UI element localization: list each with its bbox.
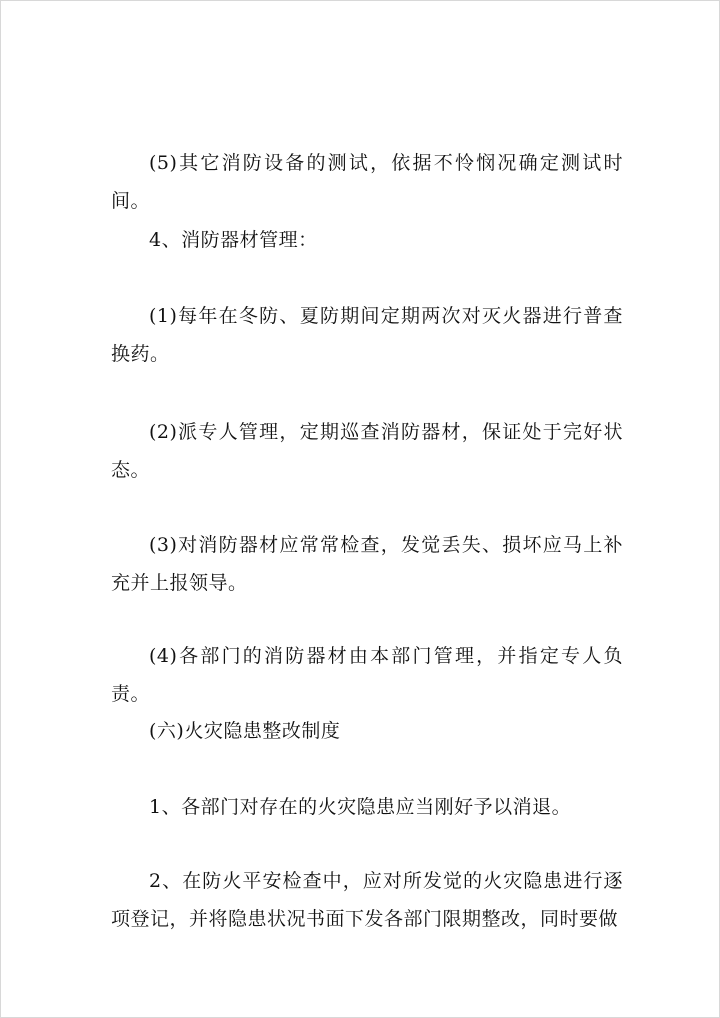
- paragraph-dedicated-management: (2)派专人管理，定期巡查消防器材，保证处于完好状态。: [111, 421, 623, 481]
- paragraph-hazard-registration: 2、在防火平安检查中，应对所发觉的火灾隐患进行逐项登记，并将隐患状况书面下发各部门限期整改，同时要做: [111, 870, 623, 930]
- paragraph-fire-equipment-testing: (5)其它消防设备的测试，依据不怜悯况确定测试时间。: [111, 152, 623, 212]
- heading-fire-equipment-management: 4、消防器材管理：: [149, 229, 318, 251]
- paragraph-regular-checks: (3)对消防器材应常常检查，发觉丢失、损坏应马上补充并上报领导。: [111, 534, 623, 594]
- paragraph-department-responsibility: (4)各部门的消防器材由本部门管理，并指定专人负责。: [111, 645, 623, 705]
- paragraph-extinguisher-inspection: (1)每年在冬防、夏防期间定期两次对灭火器进行普查换药。: [111, 305, 623, 365]
- paragraph-hazard-elimination: 1、各部门对存在的火灾隐患应当刚好予以消退。: [149, 796, 572, 818]
- section-heading-fire-hazard-rectification: (六)火灾隐患整改制度: [149, 720, 341, 742]
